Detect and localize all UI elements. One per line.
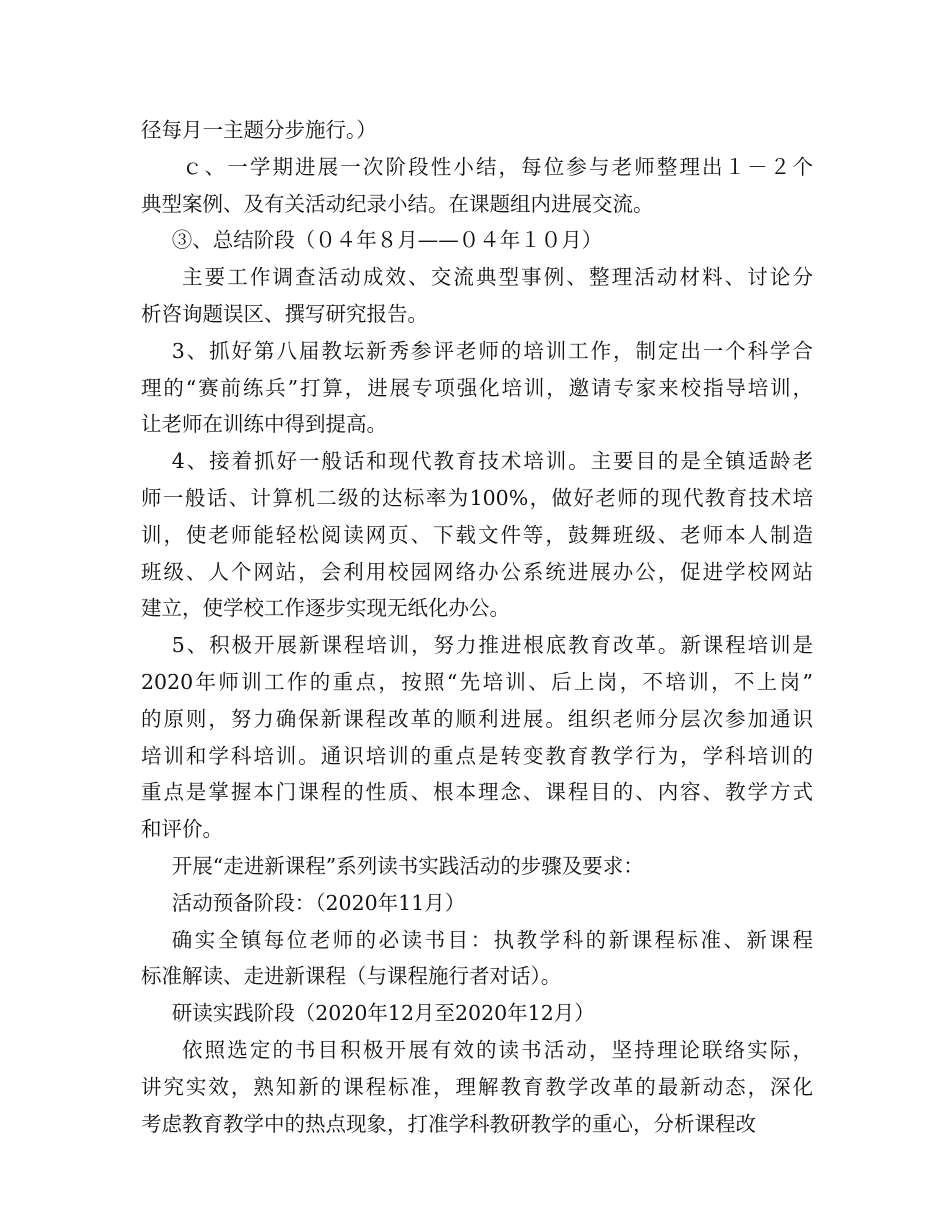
document-line: 2020年师训工作的重点，按照“先培训、后上岗，不培训，不上岗”	[141, 669, 813, 694]
document-line: ③、总结阶段（０４年８月——０４年１０月）	[171, 228, 603, 253]
document-line: 主要工作调查活动成效、交流典型事例、整理活动材料、讨论分	[182, 265, 813, 290]
document-line: 开展“走进新课程”系列读书实践活动的步骤及要求：	[171, 853, 644, 878]
document-line: 讲究实效，熟知新的课程标准，理解教育教学改革的最新动态，深化	[141, 1074, 813, 1099]
document-line: 师一般话、计算机二级的达标率为100%，做好老师的现代教育技术培	[141, 485, 813, 510]
document-line: 和评价。	[141, 817, 223, 842]
document-line: 理的“赛前练兵”打算，进展专项强化培训，邀请专家来校指导培训，	[141, 375, 813, 400]
document-line: 标准解读、走进新课程（与课程施行者对话）。	[141, 964, 562, 989]
document-line: 活动预备阶段：（2020年11月）	[171, 890, 466, 915]
document-line: 考虑教育教学中的热点现象，打准学科教研教学的重心，分析课程改	[141, 1111, 756, 1136]
document-line: 确实全镇每位老师的必读书目：执教学科的新课程标准、新课程	[171, 927, 813, 952]
document-line: 重点是掌握本门课程的性质、根本理念、课程目的、内容、教学方式	[141, 780, 813, 805]
document-line: ｃ、一学期进展一次阶段性小结，每位参与老师整理出１－２个	[182, 154, 813, 179]
document-line: 析咨询题误区、撰写研究报告。	[141, 301, 428, 326]
document-line: 培训和学科培训。通识培训的重点是转变教育教学行为，学科培训的	[141, 743, 813, 768]
document-line: 径每月一主题分步施行。）	[141, 118, 377, 142]
document-line: 3、抓好第八届教坛新秀参评老师的培训工作，制定出一个科学合	[171, 338, 813, 363]
document-body	[141, 112, 813, 1142]
document-line: 依照选定的书目积极开展有效的读书活动，坚持理论联络实际，	[182, 1037, 813, 1062]
document-line: 建立，使学校工作逐步实现无纸化办公。	[141, 596, 510, 621]
document-line: 训，使老师能轻松阅读网页、下载文件等，鼓舞班级、老师本人制造	[141, 522, 813, 547]
document-line: 的原则，努力确保新课程改革的顺利进展。组织老师分层次参加通识	[141, 706, 813, 731]
document-line: 让老师在训练中得到提高。	[141, 412, 387, 437]
document-line: 5、积极开展新课程培训，努力推进根底教育改革。新课程培训是	[171, 633, 813, 658]
document-line: 4、接着抓好一般话和现代教育技术培训。主要目的是全镇适龄老	[171, 449, 813, 474]
document-line: 研读实践阶段（2020年12月至2020年12月）	[171, 1001, 595, 1026]
document-line: 典型案例、及有关活动纪录小结。在课题组内进展交流。	[141, 191, 654, 216]
document-line: 班级、人个网站，会利用校园网络办公系统进展办公，促进学校网站	[141, 559, 813, 584]
